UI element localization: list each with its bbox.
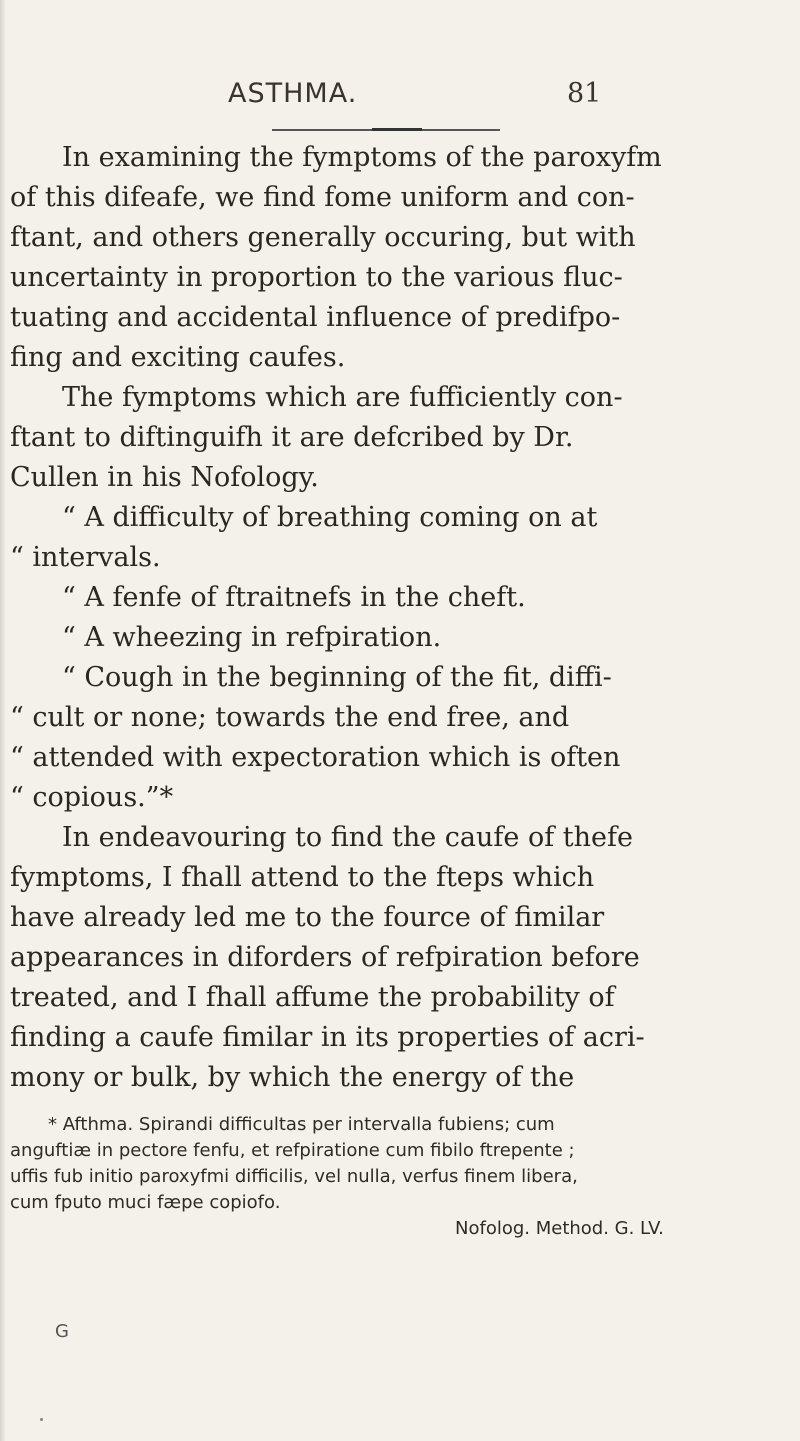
quote-line: “ A difficulty of breathing coming on at <box>62 502 598 533</box>
body-line: The fymptoms which are fufficiently con- <box>62 382 623 413</box>
page-number: 81 <box>567 78 602 109</box>
quote-line: “ attended with expectoration which is often <box>10 742 621 773</box>
running-title: ASTHMA. <box>228 78 358 109</box>
footnote-line: uffis fub initio paroxyfmi difficilis, vel nulla, verfus finem libera, <box>10 1166 578 1187</box>
footnote-citation: Nofolog. Method. G. LV. <box>455 1218 664 1239</box>
body-line: tuating and accidental influence of predifpo- <box>10 302 621 333</box>
quote-line: “ cult or none; towards the end free, and <box>10 702 570 733</box>
footnote-line: cum fputo muci fæpe copiofo. <box>10 1192 281 1213</box>
body-line: fymptoms, I fhall attend to the fteps which <box>10 862 595 893</box>
quote-line: “ Cough in the beginning of the fit, diffi- <box>62 662 612 693</box>
body-line: uncertainty in proportion to the various fluc- <box>10 262 623 293</box>
paper-speck <box>40 1418 43 1421</box>
page-edge <box>0 0 6 1441</box>
body-line: Cullen in his Nofology. <box>10 462 319 493</box>
quote-line: “ A wheezing in refpiration. <box>62 622 442 653</box>
body-line: have already led me to the fource of fimilar <box>10 902 605 933</box>
body-line: mony or bulk, by which the energy of the <box>10 1062 575 1093</box>
quote-line: “ intervals. <box>10 542 161 573</box>
body-line: of this difeafe, we find fome uniform and con- <box>10 182 635 213</box>
page-header <box>0 78 800 118</box>
body-line: In endeavouring to find the caufe of thefe <box>62 822 633 853</box>
body-line: ftant, and others generally occuring, but with <box>10 222 636 253</box>
body-line: appearances in diforders of refpiration before <box>10 942 640 973</box>
footnote-line: * Afthma. Spirandi difficultas per intervalla fubiens; cum <box>48 1114 555 1135</box>
quote-line: “ A fenfe of ftraitnefs in the cheft. <box>62 582 526 613</box>
signature-mark: G <box>55 1321 69 1342</box>
quote-line: “ copious.”* <box>10 782 174 813</box>
body-line: ftant to diftinguifh it are defcribed by Dr. <box>10 422 574 453</box>
body-line: In examining the fymptoms of the paroxyfm <box>62 142 662 173</box>
footnote-line: anguftiæ in pectore fenfu, et refpiratione cum fibilo ftrepente ; <box>10 1140 575 1161</box>
body-line: fing and exciting caufes. <box>10 342 346 373</box>
header-rule <box>272 129 500 131</box>
body-line: treated, and I fhall affume the probability of <box>10 982 615 1013</box>
body-line: finding a caufe fimilar in its properties of acri- <box>10 1022 645 1053</box>
